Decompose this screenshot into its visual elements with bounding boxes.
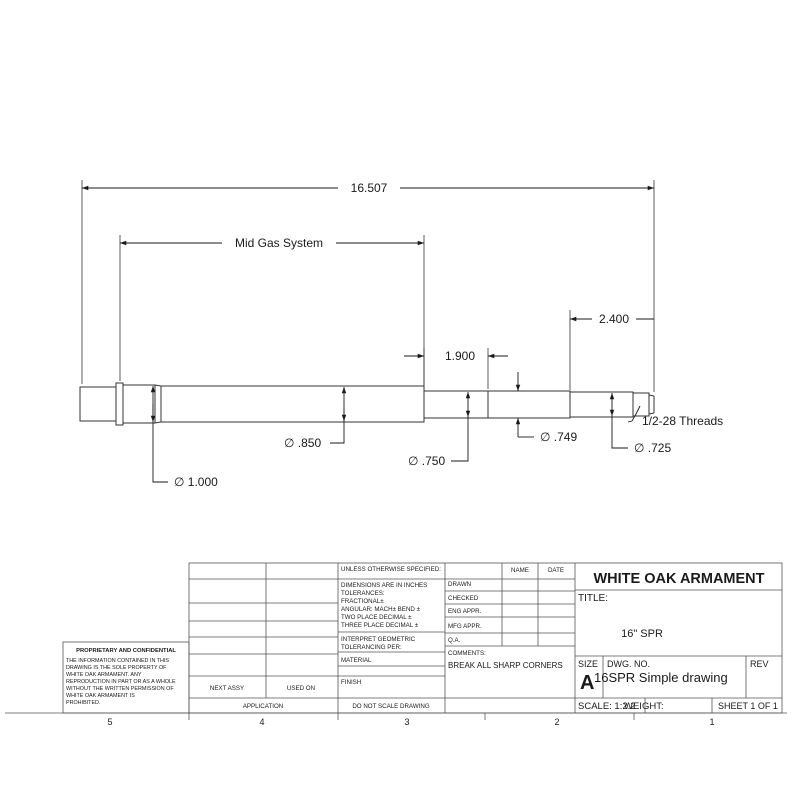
diameter-725-label: ∅ .725 (634, 441, 672, 455)
dimension-labels (174, 181, 723, 489)
date-header: DATE (547, 567, 565, 574)
title-label: TITLE: (578, 593, 609, 604)
unless-specified-text: UNLESS OTHERWISE SPECIFIED: (341, 566, 441, 573)
length-1900-label: 1.900 (444, 349, 476, 363)
zone-label: 4 (259, 717, 265, 727)
interpret-line1: INTERPRET GEOMETRIC (341, 636, 416, 643)
diameter-749-label: ∅ .749 (540, 430, 578, 444)
fractional-text: FRACTIONAL± (341, 598, 384, 605)
gas-system-label: Mid Gas System (234, 236, 324, 250)
two-place-text: TWO PLACE DECIMAL ± (341, 614, 412, 621)
overall-length-label: 16.507 (350, 181, 388, 195)
proprietary-notice (66, 648, 176, 706)
size-value: A (580, 672, 595, 694)
eng-appr-label: ENG APPR. (448, 608, 482, 615)
angular-text: ANGULAR: MACH± BEND ± (341, 606, 420, 613)
dwg-no-value: 16SPR Simple drawing (594, 670, 728, 685)
material-label: MATERIAL (341, 657, 372, 664)
break-corners-text: BREAK ALL SHARP CORNERS (448, 661, 563, 670)
application-label: APPLICATION (242, 703, 284, 710)
comments-label: COMMENTS: (448, 650, 486, 657)
title-value: 16" SPR (621, 628, 663, 640)
barrel-profile (80, 383, 654, 425)
three-place-text: THREE PLACE DECIMAL ± (341, 622, 419, 629)
mfg-appr-label: MFG APPR. (448, 623, 482, 630)
length-2400-label: 2.400 (598, 312, 630, 326)
thread-spec-label: 1/2-28 Threads (642, 414, 724, 428)
proprietary-line: REPRODUCTION IN PART OR AS A WHOLE (66, 679, 176, 685)
dwg-no-label: DWG. NO. (607, 659, 650, 669)
size-label: SIZE (578, 659, 599, 669)
rev-label: REV (750, 659, 769, 669)
proprietary-line: WHITE OAK ARMAMENT IS (66, 693, 135, 699)
diameter-1000-label: ∅ 1.000 (174, 475, 218, 489)
weight-text: WEIGHT: (624, 701, 664, 712)
finish-label: FINISH (341, 679, 362, 686)
used-on-label: USED ON (286, 685, 316, 692)
title-block-text (210, 566, 778, 712)
checked-label: CHECKED (448, 595, 479, 602)
zone-label: 3 (404, 717, 410, 727)
dims-inches-text: DIMENSIONS ARE IN INCHES (341, 582, 428, 589)
zone-label: 2 (554, 717, 560, 727)
qa-label: Q.A. (448, 637, 461, 644)
proprietary-line: WHITE OAK ARMAMENT. ANY (66, 672, 142, 678)
drawn-label: DRAWN (448, 581, 472, 588)
zone-label: 1 (709, 717, 715, 727)
proprietary-line: DRAWING IS THE SOLE PROPERTY OF (66, 665, 167, 671)
interpret-line2: TOLERANCING PER: (341, 644, 402, 651)
diameter-750-label: ∅ .750 (408, 454, 446, 468)
diameter-850-label: ∅ .850 (284, 436, 322, 450)
proprietary-heading: PROPRIETARY AND CONFIDENTIAL (76, 648, 176, 654)
extension-lines (82, 180, 654, 392)
zone-label: 5 (107, 717, 113, 727)
zone-markers (5, 713, 787, 727)
next-assy-label: NEXT ASSY (209, 685, 245, 692)
name-header: NAME (511, 567, 529, 574)
do-not-scale-text: DO NOT SCALE DRAWING (352, 703, 430, 710)
sheet-text: SHEET 1 OF 1 (718, 701, 778, 711)
company-name: WHITE OAK ARMAMENT (593, 571, 765, 587)
scale-text: SCALE: 1:2.2 (578, 701, 636, 712)
proprietary-line: THE INFORMATION CONTAINED IN THIS (66, 658, 170, 664)
tolerances-text: TOLERANCES: (341, 590, 385, 597)
proprietary-line: WITHOUT THE WRITTEN PERMISSION OF (66, 686, 174, 692)
proprietary-line: PROHIBITED. (66, 700, 101, 706)
